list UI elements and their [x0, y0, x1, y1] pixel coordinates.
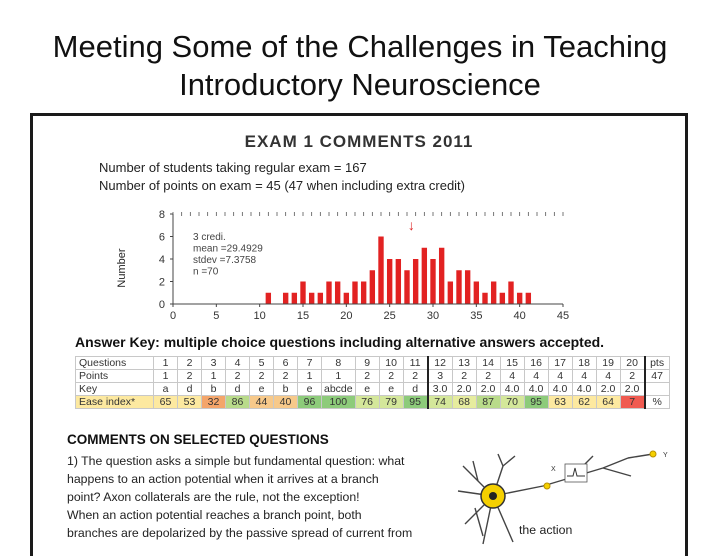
y-tick-label: 8: [158, 209, 165, 221]
answer-key-cell: 9: [355, 357, 379, 370]
histogram-bar: [352, 282, 357, 305]
answer-key-title: Answer Key: multiple choice questions including alternative answers accepted.: [75, 334, 605, 350]
answer-key-cell: 2.0: [596, 383, 620, 396]
answer-key-cell: e: [379, 383, 403, 396]
answer-key-cell: 76: [355, 396, 379, 409]
answer-key-cell: 95: [524, 396, 548, 409]
answer-key-cell: 63: [548, 396, 572, 409]
answer-key-cell: 74: [428, 396, 453, 409]
histogram-bar: [361, 282, 366, 305]
answer-key-cell: 2: [403, 370, 428, 383]
x-tick-label: 0: [169, 310, 177, 322]
answer-key-row: [76, 370, 670, 383]
histogram-bar: [344, 293, 349, 304]
answer-key-cell: 2.0: [452, 383, 476, 396]
histogram-bar: [318, 293, 323, 304]
histogram-bar: [283, 293, 288, 304]
answer-key-cell: 13: [452, 357, 476, 370]
histogram-bar: [482, 293, 487, 304]
score-histogram: [93, 202, 593, 326]
answer-key-cell: 10: [379, 357, 403, 370]
answer-key-cell: 15: [500, 357, 524, 370]
histogram-bar: [517, 293, 522, 304]
answer-key-cell: 1: [154, 357, 178, 370]
answer-key-cell: pts: [645, 357, 670, 370]
answer-key-cell: 2: [452, 370, 476, 383]
document-title: EXAM 1 COMMENTS 2011: [244, 132, 474, 151]
answer-key-cell: 17: [548, 357, 572, 370]
answer-key-cell: 64: [596, 396, 620, 409]
histogram-ylabel: Number: [116, 248, 128, 288]
row-label: Ease index*: [76, 396, 154, 409]
answer-key-cell: d: [226, 383, 250, 396]
answer-key-cell: 2: [226, 370, 250, 383]
histogram-annotations: [193, 232, 263, 278]
answer-key-cell: 4: [572, 370, 596, 383]
answer-key-cell: 1: [298, 370, 322, 383]
answer-key-cell: 2: [250, 370, 274, 383]
answer-key-cell: 4: [548, 370, 572, 383]
x-tick-label: 45: [556, 310, 570, 322]
answer-key-cell: e: [250, 383, 274, 396]
histogram-bar: [292, 293, 297, 304]
histogram-bar: [266, 293, 271, 304]
histogram-bar: [430, 259, 435, 304]
answer-key-cell: 87: [476, 396, 500, 409]
histogram-bar: [413, 259, 418, 304]
answer-key-cell: 4: [500, 370, 524, 383]
row-label: Points: [76, 370, 154, 383]
answer-key-cell: 2: [379, 370, 403, 383]
comments-title: COMMENTS ON SELECTED QUESTIONS: [67, 432, 329, 447]
answer-key-cell: 40: [274, 396, 298, 409]
answer-key-cell: 2: [178, 370, 202, 383]
histogram-annotation: mean =29.4929: [193, 243, 263, 255]
y-tick-label: 4: [158, 254, 165, 266]
histogram-grid: [173, 212, 563, 216]
histogram-bar: [465, 270, 470, 304]
answer-key-cell: 1: [322, 370, 356, 383]
histogram-bar: [387, 259, 392, 304]
answer-key-cell: 6: [274, 357, 298, 370]
answer-key-cell: e: [355, 383, 379, 396]
answer-key-cell: 2: [620, 370, 645, 383]
answer-key-row: [76, 357, 670, 370]
answer-key-cell: 3.0: [428, 383, 453, 396]
y-tick-label: 2: [158, 276, 165, 289]
answer-key-cell: [645, 383, 670, 396]
histogram-bar: [326, 282, 331, 305]
histogram-bars: [266, 237, 531, 305]
histogram-bar: [508, 282, 513, 305]
answer-key-cell: 86: [226, 396, 250, 409]
histogram-bar: [491, 282, 496, 305]
row-label: Key: [76, 383, 154, 396]
answer-key-cell: 79: [379, 396, 403, 409]
answer-key-cell: 16: [524, 357, 548, 370]
answer-key-cell: 14: [476, 357, 500, 370]
answer-key-cell: 4: [226, 357, 250, 370]
histogram-bar: [404, 270, 409, 304]
answer-key-cell: e: [298, 383, 322, 396]
answer-key-cell: abcde: [322, 383, 356, 396]
comment-trailing-text: the action: [519, 523, 573, 537]
answer-key-cell: 53: [178, 396, 202, 409]
answer-key-cell: 1: [154, 370, 178, 383]
histogram-bar: [456, 270, 461, 304]
answer-key-cell: 1: [202, 370, 226, 383]
mean-arrow: ↓: [407, 216, 415, 233]
answer-key-cell: 18: [572, 357, 596, 370]
x-tick-label: 15: [296, 310, 310, 322]
histogram-bar: [448, 282, 453, 305]
histogram-bar: [335, 282, 340, 305]
histogram-annotation: n =70: [193, 266, 219, 278]
answer-key-cell: 47: [645, 370, 670, 383]
answer-key-cell: 5: [250, 357, 274, 370]
answer-key-cell: 4.0: [500, 383, 524, 396]
histogram-bar: [422, 248, 427, 304]
diagram-label-x: X: [551, 466, 556, 473]
comment-line: happens to an action potential when it arrives at a branch: [67, 472, 379, 486]
slide-title-line2: Introductory Neuroscience: [179, 67, 541, 102]
answer-key-cell: d: [403, 383, 428, 396]
answer-key-row: [76, 383, 670, 396]
slide-title: [0, 28, 720, 104]
answer-key-cell: 8: [322, 357, 356, 370]
answer-key-cell: 68: [452, 396, 476, 409]
histogram-bar: [309, 293, 314, 304]
histogram-bar: [474, 282, 479, 305]
answer-key-cell: d: [178, 383, 202, 396]
answer-key-cell: 96: [298, 396, 322, 409]
x-tick-label: 5: [213, 310, 220, 322]
answer-key-cell: 3: [202, 357, 226, 370]
histogram-bar: [396, 259, 401, 304]
histogram-annotation: 3 credi.: [193, 232, 226, 243]
answer-key-cell: 2: [274, 370, 298, 383]
y-tick-label: 0: [158, 299, 165, 311]
students-count-line: Number of students taking regular exam = 167: [99, 160, 367, 175]
x-tick-label: 40: [513, 310, 526, 322]
comment-line: branches are depolarized by the passive spread of current from: [67, 526, 413, 540]
answer-key-cell: 4.0: [524, 383, 548, 396]
answer-key-cell: 70: [500, 396, 524, 409]
histogram-bar: [370, 270, 375, 304]
histogram-bar: [300, 282, 305, 305]
answer-key-cell: 2.0: [620, 383, 645, 396]
document-image: [30, 113, 688, 556]
x-tick-label: 35: [470, 310, 483, 322]
x-tick-label: 25: [383, 310, 396, 322]
answer-key-cell: 95: [403, 396, 428, 409]
x-tick-label: 10: [253, 310, 266, 322]
answer-key-cell: 2: [355, 370, 379, 383]
histogram-bar: [378, 237, 383, 305]
answer-key-cell: b: [274, 383, 298, 396]
answer-key-cell: 2.0: [476, 383, 500, 396]
row-label: Questions: [76, 357, 154, 370]
slide-title-line1: Meeting Some of the Challenges in Teaching: [52, 29, 668, 64]
answer-key-cell: 7: [620, 396, 645, 409]
answer-key-cell: 2: [476, 370, 500, 383]
answer-key-cell: 20: [620, 357, 645, 370]
answer-key-cell: b: [202, 383, 226, 396]
answer-key-cell: 100: [322, 396, 356, 409]
answer-key-cell: 4.0: [572, 383, 596, 396]
answer-key-cell: 32: [202, 396, 226, 409]
comment-line: point? Axon collaterals are the rule, not the exception!: [67, 490, 360, 504]
answer-key-row: [76, 396, 670, 409]
comment-line: When an action potential reaches a branch point, both: [67, 508, 362, 522]
answer-key-cell: 62: [572, 396, 596, 409]
x-tick-label: 30: [426, 310, 440, 322]
answer-key-cell: 7: [298, 357, 322, 370]
y-tick-label: 6: [158, 231, 165, 244]
answer-key-cell: %: [645, 396, 670, 409]
answer-key-cell: 4.0: [548, 383, 572, 396]
answer-key-cell: 3: [428, 370, 453, 383]
answer-key-table: [75, 356, 670, 409]
histogram-bar: [500, 293, 505, 304]
answer-key-cell: 44: [250, 396, 274, 409]
histogram-annotation: stdev =7.3758: [193, 255, 257, 266]
comment-line: 1) The question asks a simple but fundamental question: what: [67, 454, 405, 468]
histogram-bar: [439, 248, 444, 304]
answer-key-cell: 65: [154, 396, 178, 409]
x-tick-label: 20: [340, 310, 353, 322]
answer-key-cell: 4: [524, 370, 548, 383]
answer-key-cell: 19: [596, 357, 620, 370]
points-count-line: Number of points on exam = 45 (47 when including extra credit): [99, 178, 465, 193]
histogram-bar: [526, 293, 531, 304]
answer-key-cell: 2: [178, 357, 202, 370]
answer-key-cell: 11: [403, 357, 428, 370]
answer-key-cell: a: [154, 383, 178, 396]
answer-key-cell: 4: [596, 370, 620, 383]
answer-key-cell: 12: [428, 357, 453, 370]
diagram-label-y: Y: [663, 452, 668, 459]
